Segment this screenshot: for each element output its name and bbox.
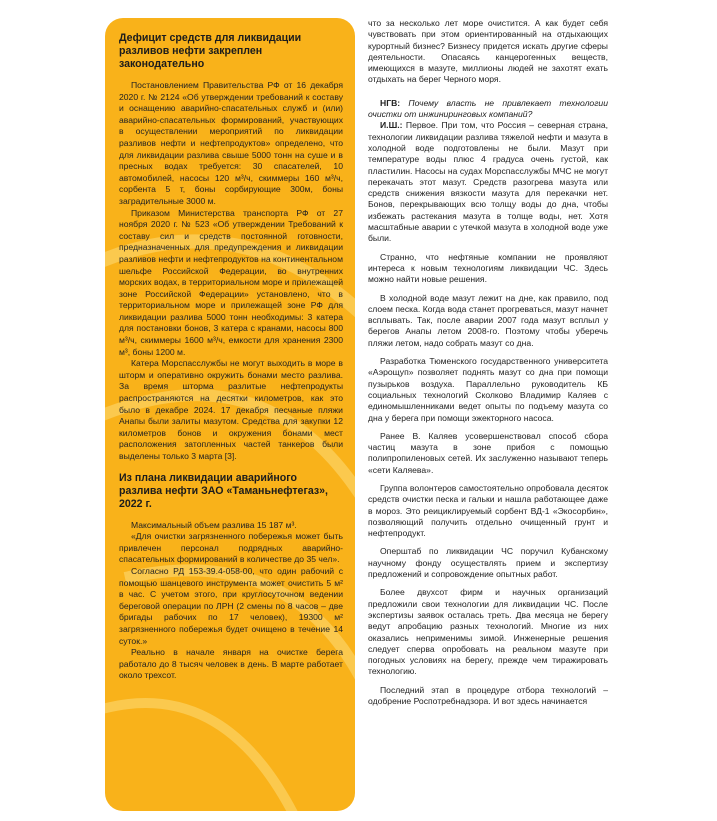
article-paragraph: что за несколько лет море очистится. А как будет себя чувствовать при этом ориентированный на отдыхающих курортный бизнес? Бизнесу придется искать другие сферы деятельности. Опасаясь канцерогенных веществ, имеющихся в мазуте, миллионы людей не захотят ехать отдыхать на берег Черного моря. [368, 18, 608, 85]
section1-paragraph: Постановлением Правительства РФ от 16 декабря 2020 г. № 2124 «Об утверждении требований к составу и оснащению аварийно-спасательных служб и (или) аварийно-спасательных формирований, участвующих в осуществлении мероприятий по ликвидации разливов нефти и нефтепродуктов» определено, что для ликвидации разлива свыше 5000 тонн на суше и в пресных водах требуется: 30 спасателей, 10 автомобилей, насосы 120 м³/ч, скиммеры 160 м³/ч, сорбента 5 т, боны сорбирующие 300м, боны заградительные 3000 м. [119, 80, 343, 206]
interview-answer [368, 120, 608, 244]
section1-paragraph: Приказом Министерства транспорта РФ от 27 ноября 2020 г. № 523 «Об утверждении Требований к составу сил и средств постоянной готовности, предназначенных для предупреждения и ликвидации разливов нефти и нефтепродуктов на континентальном шельфе Российской Федерации, во внутренних морских водах, в территориальном море и прилежащей зоне Российской Федерации» установлено, что в территориальном море и прилежащей зоне РФ для ликвидации разлива 5000 тонн необходимы: 3 катера для постановки бонов, 3 катера с кранами, насосы 800 м³/ч, скиммеры 1600 м³/ч, емкости для хранения 2300 м³, боны 1200 м. [119, 207, 343, 357]
question-text: Почему власть не привлекает технологии очистки от инжиниринговых компаний? [368, 97, 608, 120]
article-paragraph: Странно, что нефтяные компании не проявляют интереса к новым технологиям ликвидации ЧС. Здесь можно найти новые решения. [368, 251, 608, 285]
sidebar-box [105, 18, 355, 811]
section2-heading: Из плана ликвидации аварийного разлива нефти ЗАО «Таманьнефтегаз», 2022 г. [119, 471, 328, 510]
section2-paragraph: Согласно РД 153-39.4-058-00, что один рабочий с помощью шанцевого инструмента может очистить 5 м² в час. С учетом этого, при круглосуточном ведении береговой операции по ЛРН (2 смены по 8 часов – две бригады рабочих по 17 человек), 19300 м² загрязненного побережья будет очищено в течение 14 суток.» [119, 565, 343, 646]
answer-label: И.Ш.: [380, 120, 403, 131]
section2-paragraph: Максимальный объем разлива 15 187 м³. [131, 519, 297, 530]
article-paragraph: Более двухсот фирм и научных организаций предложили свои технологии для ликвидации ЧС. После экспертизы заявок осталась треть. Два месяца не берегу ведут апробацию разных технологий. Многие из них оказались неприменимы зимой. Инженерные решения следует сперва опробовать на реальном мазуте при погодных условиях на берегу, прежде чем тиражировать технологию. [368, 587, 608, 677]
section1-paragraph: Катера Морспасслужбы не могут выходить в море в шторм и оперативно окружить бонами место разлива. За время шторма разлитые нефтепродукты распространяются на десятки километров, как это было в декабре 2024. 17 декабря песчаные пляжи Анапы были залиты мазутом. Средства для закупки 12 километров бонов и окружения бонами мест расположения затопленных частей танкеров были выделены только 3 марта [3]. [119, 358, 343, 461]
section1-heading: Дефицит средств для ликвидации разливов нефти закреплен законодательно [119, 32, 302, 70]
section2-paragraph: «Для очистки загрязненного побережья может быть привлечен персонал подрядных аварийно-спасательных формирований в количестве до 35 чел». [119, 531, 343, 565]
article-paragraph: Группа волонтеров самостоятельно опробовала десяток средств очистки песка и гальки и нашла работающее даже в мороз. Это реициклируемый сорбент ВД-1 «Экосорбин», позволяющий получить отдельно очищенный грунт и нефтепродукт. [368, 482, 608, 539]
article-paragraph: Ранее В. Каляев усовершенствовал способ сбора частиц мазута в зоне прибоя с помощью полипропиленовых сетей. Их заслуженно называют теперь «сети Каляева». [368, 430, 608, 475]
article-paragraph: В холодной воде мазут лежит на дне, как правило, под слоем песка. Когда вода станет прогреваться, мазут начнет всплывать. Так, после аварии 2007 года мазут всплыл у берегов Анапы летом 2008-го. Поэтому чтобы уберечь пляжи летом, надо собрать мазут со дна. [368, 292, 608, 348]
article-paragraph: Оперштаб по ликвидации ЧС поручил Кубанскому научному фонду осуществлять прием и экспертизу предложений и сопровождение опытных работ. [368, 546, 608, 580]
article-column [368, 18, 608, 707]
article-paragraph: Последний этап в процедуре отбора технологий – одобрение Роспотребнадзора. И вот здесь начинается [368, 684, 608, 707]
article-paragraph: Разработка Тюменского государственного университета «Аэрощуп» позволяет поднять мазут со дна при помощи пузырьков воздуха. Параллельно руководитель КБ социальных технологий Сколково Владимир Каляев с единомышленниками ведет опыты по подъему мазута со дна у берега при помощи эжекторного насоса. [368, 356, 608, 423]
answer-text: Первое. При том, что Россия – северная страна, технологии ликвидации разлива тяжелой нефти и мазута в холодной воде подготовлены не были. Мазут при температуре воды плюс 4 градуса очень густой, как пластилин. Насосы на судах Морспасслужбы МЧС не могут перекачать этот мазут. Средств разогрева мазута или средств снижения вязкости мазута для перекачки нет. Бонов, перекрывающих всю толщу воды до дна, чтобы избежать растекания мазута в толще воды, нет. Хотя масштабные аварии с утечкой мазута в холодной воде уже были. [368, 120, 608, 244]
interview-question [368, 98, 608, 121]
question-label: НГВ: [380, 97, 401, 108]
section2-paragraph: Реально в начале января на очистке берега работало до 8 тысяч человек в день. В марте работает около трехсот. [119, 647, 343, 681]
